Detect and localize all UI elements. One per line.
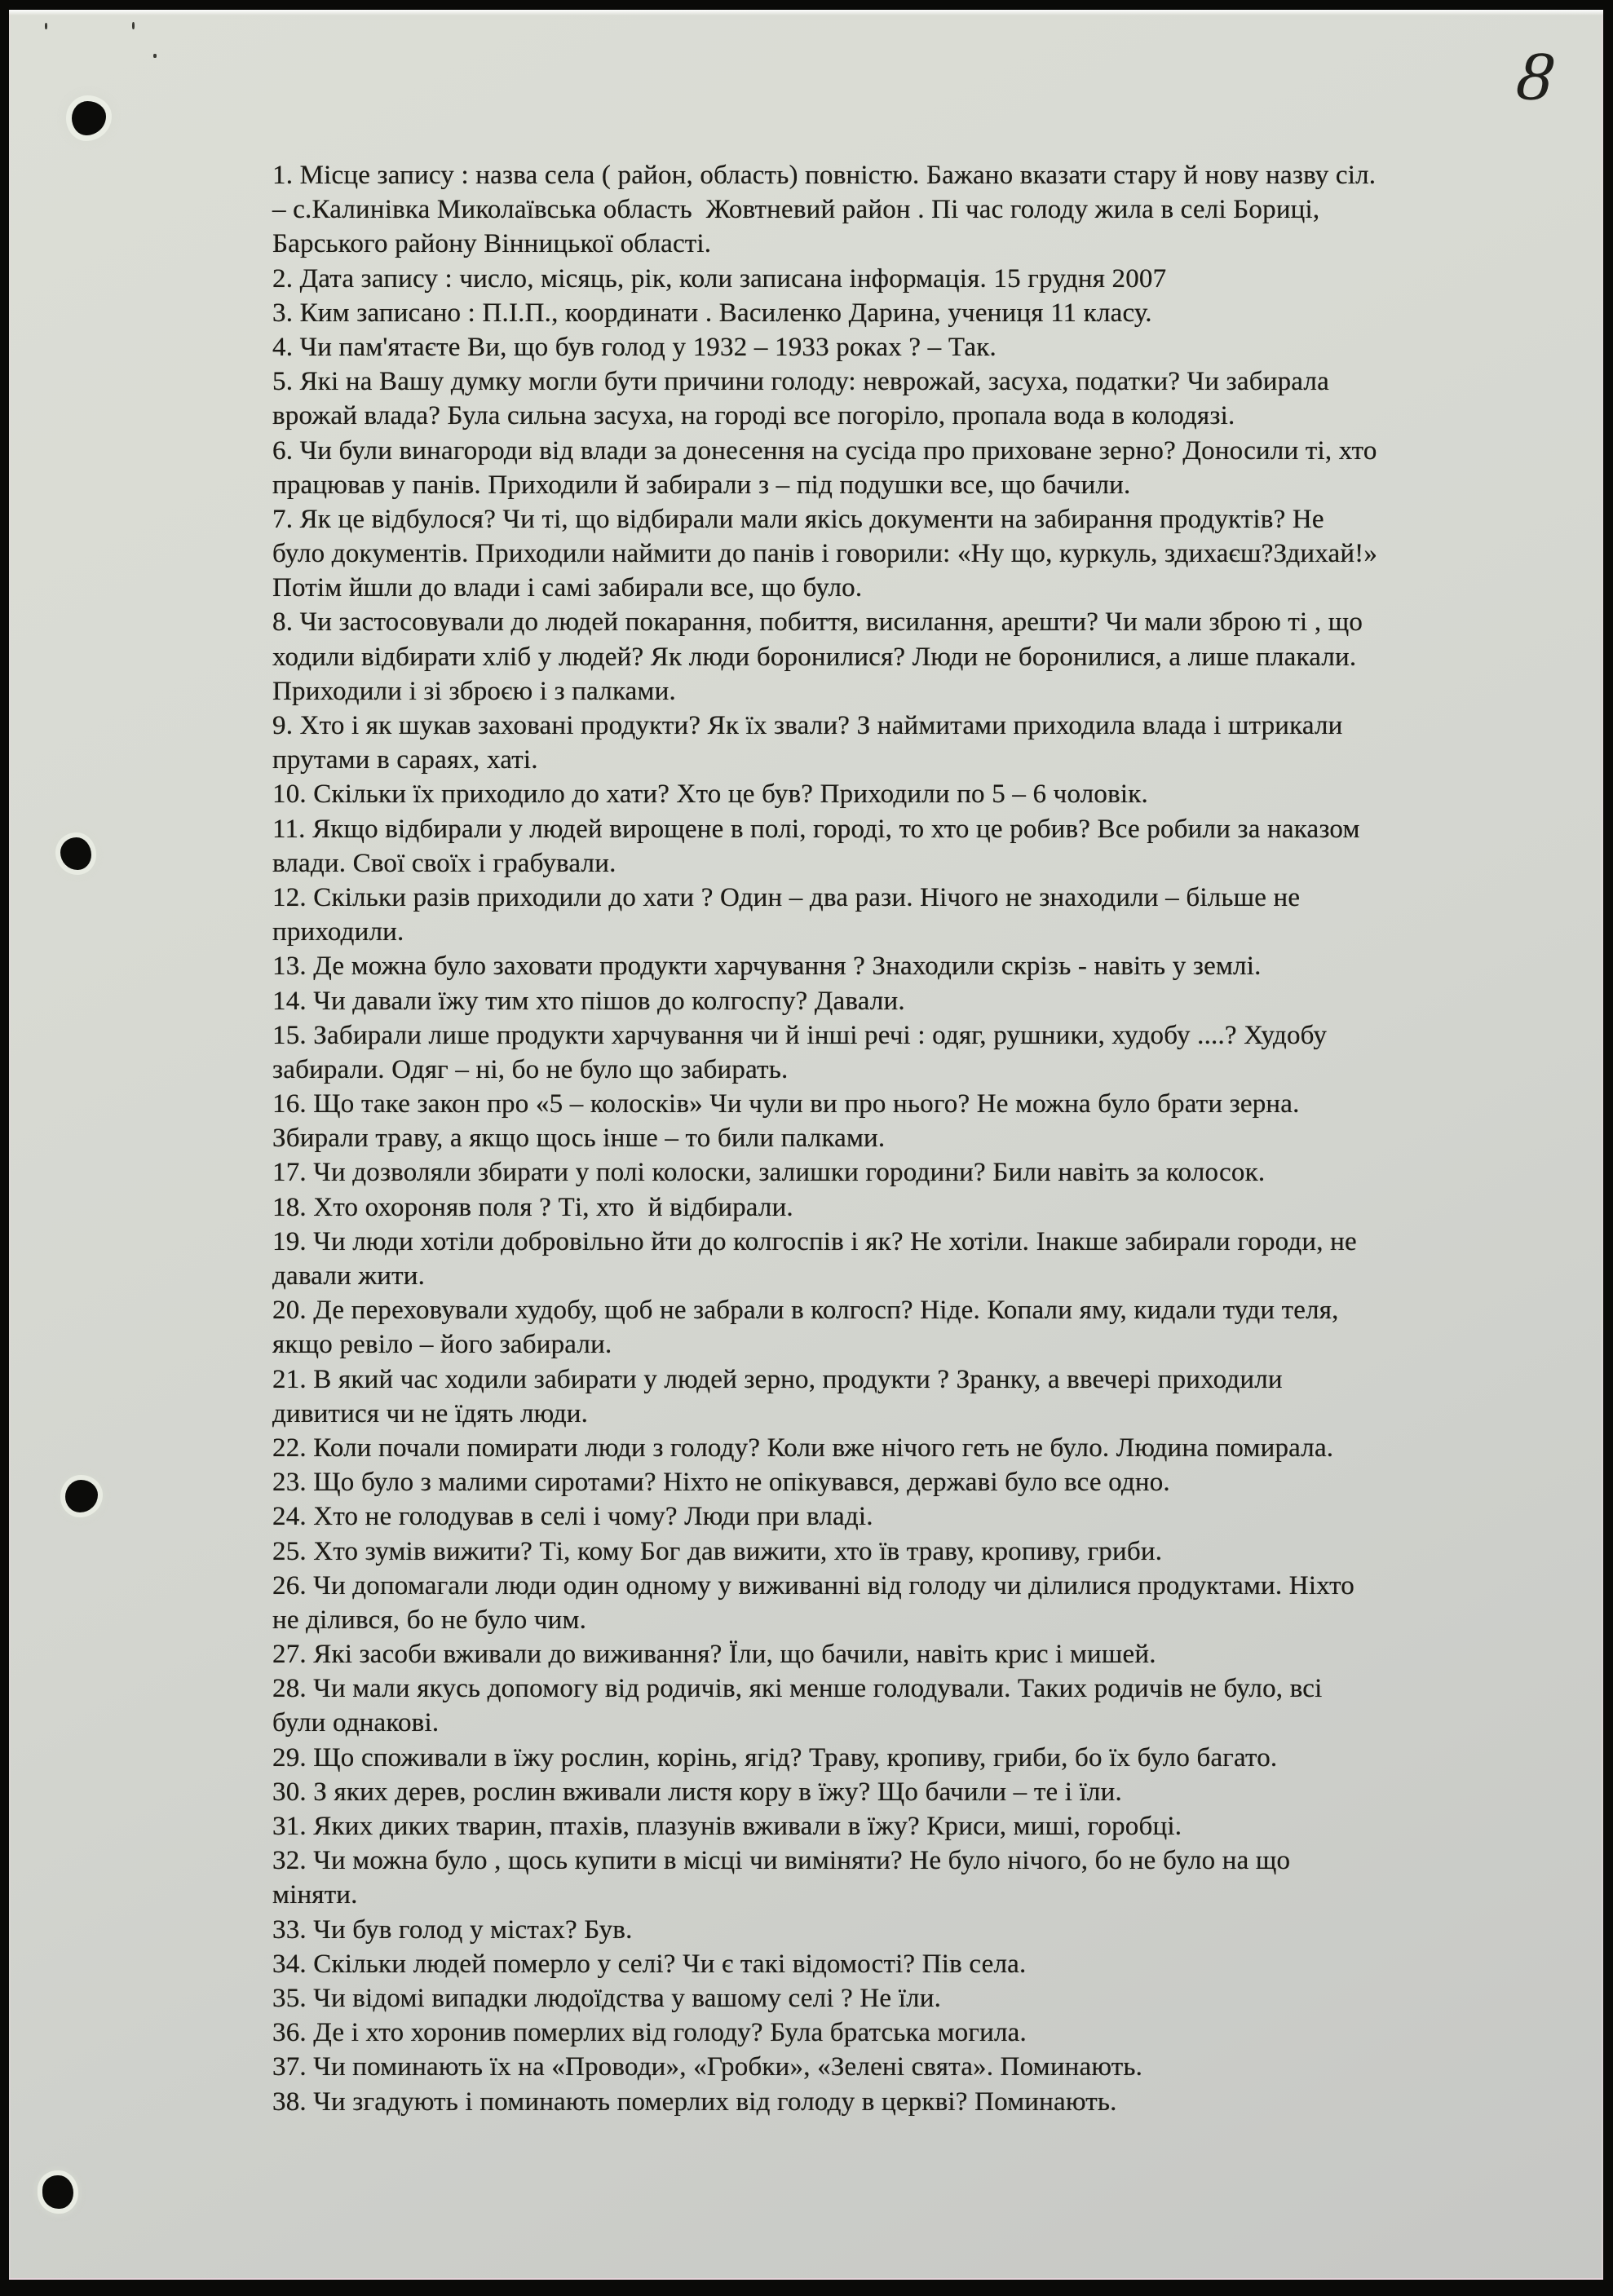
question-line: 23. Що було з малими сиротами? Ніхто не опікувався, державі було все одно.	[272, 1468, 1170, 1498]
question-line: Збирали траву, а якщо щось інше – то били палками.	[272, 1124, 886, 1154]
question-line: 10. Скільки їх приходило до хати? Хто це був? Приходили по 5 – 6 чоловік.	[272, 779, 1148, 810]
question-item	[272, 605, 1545, 709]
question-line: були однакові.	[272, 1708, 440, 1738]
question-item	[272, 1087, 1545, 1155]
question-item	[272, 1225, 1545, 1293]
question-line: 4. Чи пам'ятаєте Ви, що був голод у 1932 – 1933 роках ? – Так.	[272, 332, 997, 362]
question-line: 32. Чи можна було , щось купити в місці чи виміняти? Не було нічого, бо не було на що	[272, 1846, 1291, 1876]
question-item	[272, 1293, 1545, 1362]
question-line: 36. Де і хто хоронив померлих від голоду? Була братська могила.	[272, 2018, 1027, 2048]
scan-speck	[153, 54, 157, 58]
question-line: 1. Місце запису : назва села ( район, область) повністю. Бажано вказати стару й нову назву сіл.	[272, 161, 1377, 190]
question-item	[272, 1362, 1545, 1431]
question-line: 5. Які на Вашу думку могли бути причини голоду: неврожай, засуха, податки? Чи забирала	[272, 367, 1329, 397]
question-line: 13. Де можна було заховати продукти харчування ? Знаходили скрізь - навіть у землі.	[272, 952, 1262, 982]
question-line: якщо ревіло – його забирали.	[272, 1330, 612, 1360]
question-item	[272, 1018, 1545, 1087]
question-line: 18. Хто охороняв поля ? Ті, хто й відбирали.	[272, 1192, 793, 1222]
question-line: 30. З яких дерев, рослин вживали листя кору в їжу? Що бачили – те і їли.	[272, 1777, 1122, 1807]
hole-punch	[42, 2175, 73, 2209]
question-line: Приходили і зі зброєю і з палками.	[272, 676, 676, 706]
question-item	[272, 2050, 1545, 2084]
question-line: 28. Чи мали якусь допомогу від родичів, які менше голодували. Таких родичів не було, всі	[272, 1674, 1323, 1704]
question-line: 20. Де переховували худобу, щоб не забрали в колгосп? Ніде. Копали яму, кидали туди теля,	[272, 1296, 1339, 1326]
question-item	[272, 777, 1545, 811]
question-item	[272, 1981, 1545, 2016]
question-item	[272, 296, 1545, 330]
question-item	[272, 434, 1545, 502]
question-item	[272, 502, 1545, 606]
question-item	[272, 1741, 1545, 1775]
question-line: 27. Які засоби вживали до виживання? Їли, що бачили, навіть крис і мишей.	[272, 1640, 1156, 1670]
question-item	[272, 1155, 1545, 1190]
question-line: 29. Що споживали в їжу рослин, корінь, ягід? Траву, кропиву, гриби, бо їх було багато.	[272, 1742, 1278, 1773]
question-item	[272, 2016, 1545, 2050]
question-item	[272, 812, 1545, 881]
question-line: не ділився, бо не було чим.	[272, 1605, 587, 1635]
question-line: працював у панів. Приходили й забирали з – під подушки все, що бачили.	[272, 470, 1131, 500]
question-line: Потім йшли до влади і самі забирали все, що було.	[272, 573, 863, 603]
question-line: 35. Чи відомі випадки людоїдства у вашому селі ? Не їли.	[272, 1983, 942, 2013]
question-item	[272, 1913, 1545, 1947]
question-item	[272, 1431, 1545, 1465]
question-item	[272, 709, 1545, 777]
question-line: ходили відбирати хліб у людей? Як люди боронилися? Люди не боронилися, а лише плакали.	[272, 642, 1357, 672]
question-line: 6. Чи були винагороди від влади за донесення на сусіда про приховане зерно? Доносили ті, хто	[272, 435, 1377, 466]
question-item	[272, 881, 1545, 949]
question-item	[272, 1534, 1545, 1569]
question-item	[272, 1465, 1545, 1499]
scan-speck	[45, 23, 47, 29]
question-line: 7. Як це відбулося? Чи ті, що відбирали мали якісь документи на забирання продуктів? Не	[272, 504, 1324, 534]
question-line: було документів. Приходили наймити до панів і говорили: «Ну що, куркуль, здихаєш?Здихай!»	[272, 539, 1378, 569]
question-line: 24. Хто не голодував в селі і чому? Люди при владі.	[272, 1502, 873, 1532]
question-item	[272, 1947, 1545, 1981]
question-line: 25. Хто зумів вижити? Ті, кому Бог дав вижити, хто їв траву, кропиву, гриби.	[272, 1536, 1163, 1566]
question-line: 17. Чи дозволяли збирати у полі колоски, залишки городини? Били навіть за колосок.	[272, 1158, 1266, 1188]
question-line: 2. Дата запису : число, місяць, рік, коли записана інформація. 15 грудня 2007	[272, 263, 1167, 294]
question-line: 22. Коли почали помирати люди з голоду? Коли вже нічого геть не було. Людина помирала.	[272, 1433, 1334, 1463]
question-line: давали жити.	[272, 1261, 426, 1291]
question-line: – с.Калинівка Миколаївська область Жовтневий район . Пі час голоду жила в селі Бориці,	[272, 195, 1320, 225]
question-line: 8. Чи застосовували до людей покарання, побиття, висилання, арешти? Чи мали зброю ті , що	[272, 607, 1363, 638]
question-line: приходили.	[272, 917, 404, 947]
scan-speck	[132, 22, 135, 29]
question-line: 34. Скільки людей померло у селі? Чи є такі відомості? Пів села.	[272, 1949, 1027, 1979]
question-line: 26. Чи допомагали люди один одному у виживанні від голоду чи ділилися продуктами. Ніхто	[272, 1570, 1354, 1601]
question-item	[272, 1809, 1545, 1843]
question-item	[272, 1843, 1545, 1912]
question-line: забирали. Одяг – ні, бо не було що забирать.	[272, 1054, 789, 1084]
question-item	[272, 1190, 1545, 1225]
question-list	[272, 158, 1545, 2119]
question-line: 3. Ким записано : П.І.П., координати . Василенко Дарина, учениця 11 класу.	[272, 298, 1152, 328]
question-item	[272, 1499, 1545, 1534]
question-line: 12. Скільки разів приходили до хати ? Один – два рази. Нічого не знаходили – більше не	[272, 882, 1301, 912]
question-item	[272, 1775, 1545, 1809]
question-item	[272, 364, 1545, 433]
question-line: 15. Забирали лише продукти харчування чи й інші речі : одяг, рушники, худобу ....? Худобу	[272, 1020, 1328, 1050]
question-line: 21. В який час ходили забирати у людей зерно, продукти ? Зранку, а ввечері приходили	[272, 1364, 1283, 1394]
hole-punch	[60, 837, 91, 870]
question-item	[272, 1671, 1545, 1740]
question-line: 14. Чи давали їжу тим хто пішов до колгоспу? Давали.	[272, 986, 905, 1016]
question-line: 19. Чи люди хотіли добровільно йти до колгоспів і як? Не хотіли. Інакше забирали городи, не	[272, 1226, 1357, 1256]
question-line: 31. Яких диких тварин, птахів, плазунів вживали в їжу? Криси, миші, горобці.	[272, 1812, 1182, 1841]
question-line: міняти.	[272, 1880, 358, 1910]
question-line: 37. Чи поминають їх на «Проводи», «Гробки», «Зелені свята». Поминають.	[272, 2052, 1143, 2082]
question-item	[272, 949, 1545, 983]
question-line: 9. Хто і як шукав заховані продукти? Як їх звали? З наймитами приходила влада і штрикали	[272, 711, 1343, 740]
question-line: дивитися чи не їдять люди.	[272, 1398, 589, 1428]
question-line: прутами в сараях, хаті.	[272, 745, 538, 775]
question-line: Барського району Вінницької області.	[272, 229, 712, 259]
question-item	[272, 1569, 1545, 1637]
question-item	[272, 984, 1545, 1018]
question-line: 11. Якщо відбирали у людей вирощене в полі, городі, то хто це робив? Все робили за наказом	[272, 814, 1360, 844]
question-line: 38. Чи згадують і поминають померлих від голоду в церкві? Поминають.	[272, 2086, 1117, 2117]
scanned-page	[9, 10, 1603, 2280]
question-item	[272, 330, 1545, 364]
question-line: влади. Свої своїх і грабували.	[272, 848, 616, 878]
question-line: 33. Чи був голод у містах? Був.	[272, 1914, 633, 1945]
handwritten-page-number: 8	[1513, 36, 1558, 116]
question-item	[272, 262, 1545, 296]
question-item	[272, 1637, 1545, 1671]
question-item	[272, 158, 1545, 262]
question-line: 16. Що таке закон про «5 – колосків» Чи чули ви про нього? Не можна було брати зерна.	[272, 1089, 1300, 1119]
question-item	[272, 2085, 1545, 2119]
question-line: врожай влада? Була сильна засуха, на городі все погоріло, пропала вода в колодязі.	[272, 401, 1235, 431]
